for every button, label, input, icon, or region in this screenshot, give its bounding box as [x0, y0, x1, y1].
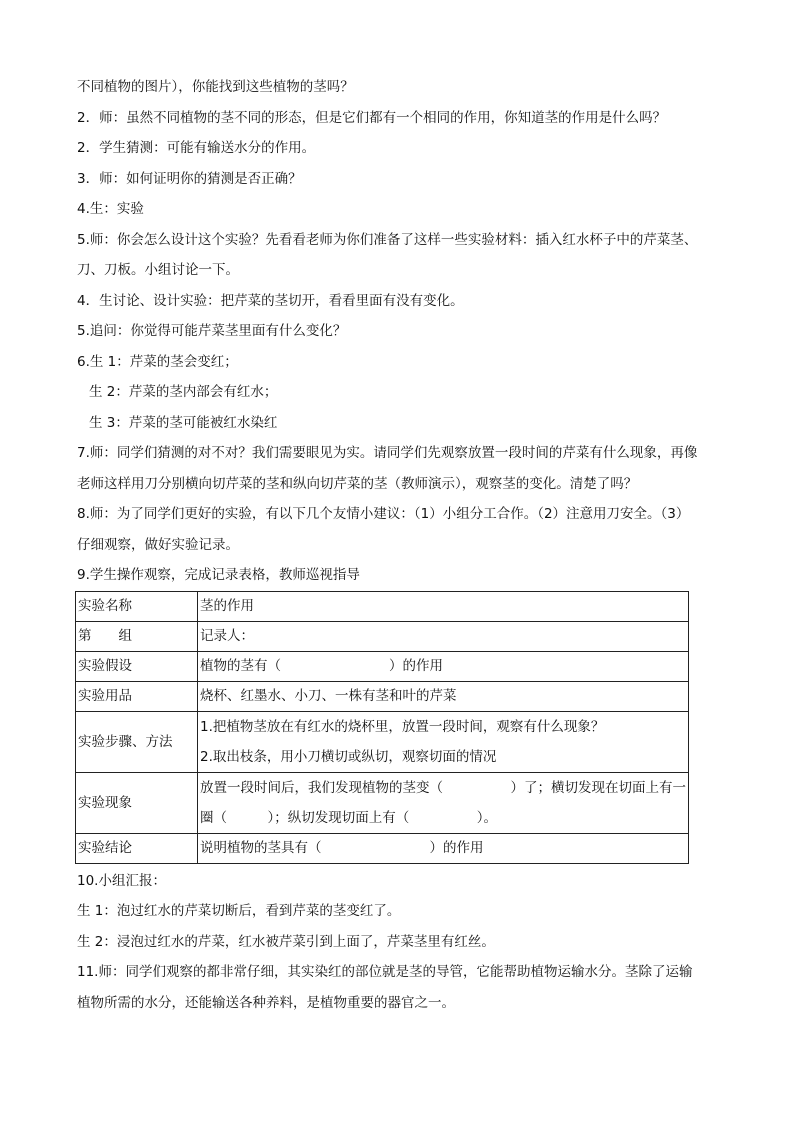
table-cell-label: 实验现象 [76, 772, 198, 833]
paragraph: 6.生 1：芹菜的茎会变红； [77, 353, 238, 370]
paragraph: 9.学生操作观察，完成记录表格，教师巡视指导 [77, 567, 360, 583]
paragraph: 3．师：如何证明你的猜测是否正确？ [77, 170, 302, 187]
paragraph: 5.师：你会怎么设计这个实验？先看看老师为你们准备了这样一些实验材料：插入红水杯子中的芹菜茎、 [77, 231, 698, 248]
paragraph: 刀、刀板。小组讨论一下。 [77, 262, 239, 278]
paragraph: 生 2：浸泡过红水的芹菜，红水被芹菜引到上面了，芹菜茎里有红丝。 [77, 933, 495, 950]
paragraph: 生 3：芹菜的茎可能被红水染红 [89, 414, 278, 431]
table-row [76, 711, 689, 772]
lesson-text-top [77, 72, 717, 591]
paragraph: 植物所需的水分，还能输送各种养料，是植物重要的器官之一。 [77, 994, 455, 1011]
paragraph: 不同植物的图片），你能找到这些植物的茎吗？ [77, 79, 354, 95]
document-page [77, 0, 717, 1018]
table-cell-label: 实验用品 [76, 681, 198, 711]
table-cell-content [198, 711, 689, 772]
paragraph: 4．生讨论、设计实验：把芹菜的茎切开，看看里面有没有变化。 [77, 292, 464, 309]
paragraph: 2．师：虽然不同植物的茎不同的形态，但是它们都有一个相同的作用，你知道茎的作用是什么吗？ [77, 109, 667, 126]
table-cell-content: 茎的作用 [198, 591, 689, 621]
table-cell-label: 实验假设 [76, 651, 198, 681]
table-row [76, 591, 689, 621]
paragraph: 2．学生猜测：可能有输送水分的作用。 [77, 140, 316, 156]
table-cell-content: 植物的茎有（ ）的作用 [198, 651, 689, 681]
table-cell-content: 说明植物的茎具有（ ）的作用 [198, 833, 689, 863]
table-row [76, 651, 689, 681]
table-cell-content: 烧杯、红墨水、小刀、一株有茎和叶的芹菜 [198, 681, 689, 711]
table-cell-label: 第 组 [76, 621, 198, 651]
paragraph: 8.师：为了同学们更好的实验，有以下几个友情小建议：（1）小组分工合作。（2）注意用刀安全。（3） [77, 506, 690, 522]
paragraph: 老师这样用刀分别横向切芹菜的茎和纵向切芹菜的茎（教师演示），观察茎的变化。清楚了吗？ [77, 475, 638, 492]
table-cell-label: 实验步骤、方法 [76, 711, 198, 772]
table-cell-content: 记录人： [198, 621, 689, 651]
paragraph: 10.小组汇报： [77, 872, 166, 889]
table-row [76, 833, 689, 863]
paragraph: 4.生：实验 [77, 201, 144, 217]
paragraph: 7.师：同学们猜测的对不对？我们需要眼见为实。请同学们先观察放置一段时间的芹菜有什么现象，再像 [77, 445, 698, 461]
table-row [76, 621, 689, 651]
table-cell-content [198, 772, 689, 833]
experiment-record-table [75, 591, 689, 864]
table-cell-label: 实验名称 [76, 591, 198, 621]
table-cell-line: 2.取出枝条，用小刀横切或纵切，观察切面的情况 [200, 748, 497, 765]
paragraph: 11.师：同学们观察的都非常仔细，其实染红的部位就是茎的导管，它能帮助植物运输水分。茎除了运输 [77, 964, 693, 980]
table-cell-line: 1.把植物茎放在有红水的烧杯里，放置一段时间，观察有什么现象？ [200, 718, 605, 735]
table-row [76, 681, 689, 711]
table-cell-line: 放置一段时间后，我们发现植物的茎变（ ）了；横切发现在切面上有一 [200, 779, 686, 796]
paragraph: 生 2：芹菜的茎内部会有红水； [89, 384, 278, 400]
table-cell-label: 实验结论 [76, 833, 198, 863]
paragraph: 生 1：泡过红水的芹菜切断后，看到芹菜的茎变红了。 [77, 903, 401, 919]
table-row [76, 772, 689, 833]
table-cell-line: 圈（ ）；纵切发现切面上有（ ）。 [200, 809, 497, 826]
paragraph: 5.追问：你觉得可能芹菜茎里面有什么变化？ [77, 323, 347, 339]
paragraph: 仔细观察，做好实验记录。 [77, 536, 239, 553]
lesson-text-bottom [77, 866, 717, 1019]
